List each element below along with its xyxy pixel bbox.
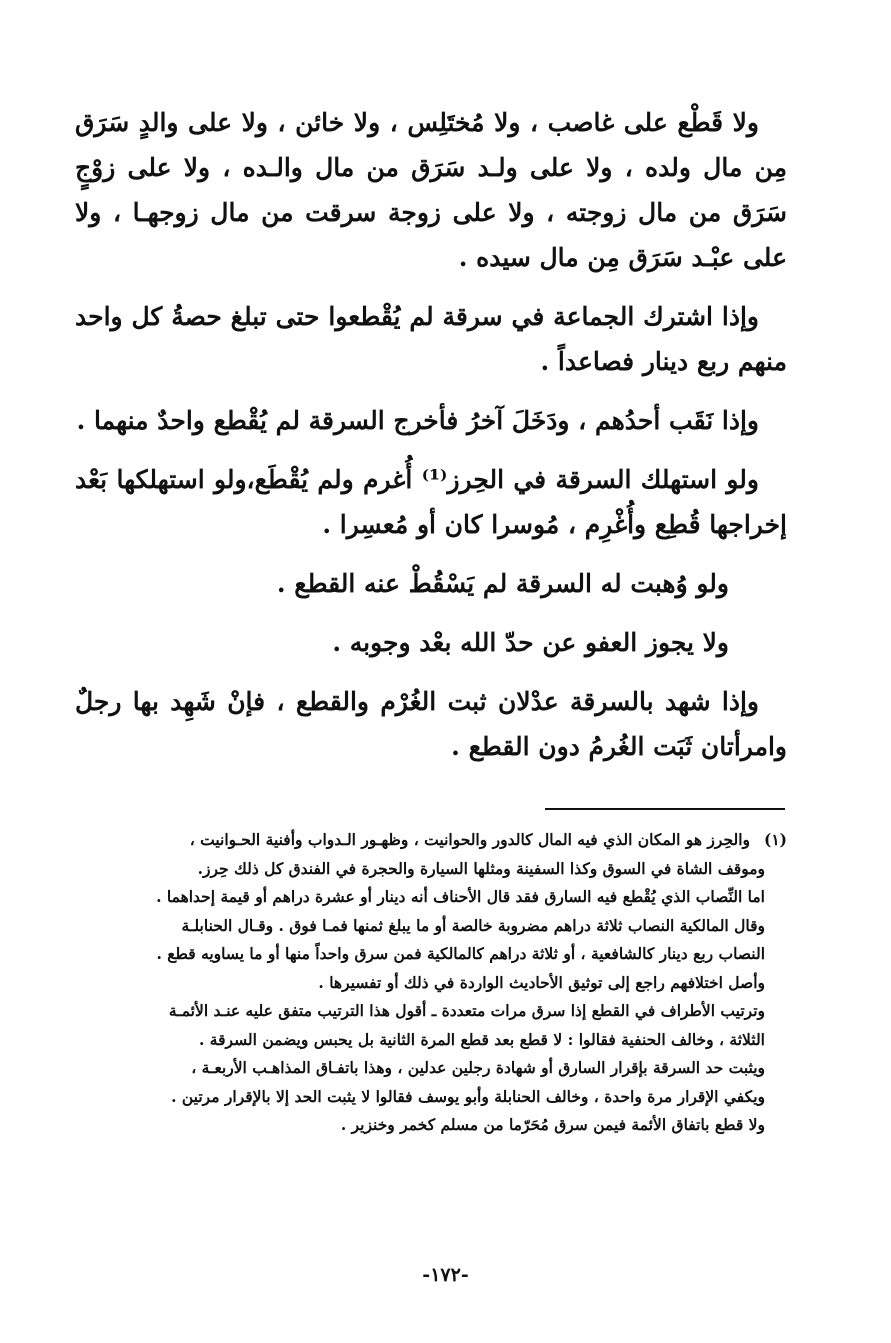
paragraph-consumed-stolen-goods: ولو استهلك السرقة في الحِرز⁽¹⁾ أُغرم ولم يُقْطَع،ولو استهلكها بَعْد إخراجها قُطِع وأُغْرِم ، مُوسرا كان أو مُعسِرا .	[75, 465, 787, 539]
paragraph-testimony: وإذا شهد بالسرقة عدْلان ثبت الغُرْم والقطع ، فإنْ شَهِد بها رجلٌ وامرأتان ثَبَت الغُرمُ دون القطع .	[75, 687, 787, 761]
main-text-body	[75, 100, 787, 783]
footnote-line: وموقف الشاة في السوق وكذا السفينة ومثلها السيارة والحجرة في الفندق كل ذلك حِرز.	[197, 858, 765, 878]
page-number: -١٧٢-	[422, 1264, 469, 1286]
footnote-line: ويكفي الإقرار مرة واحدة ، وخالف الحنابلة وأبو يوسف فقالوا لا يثبت الحد إلا بالإقرار مرتين .	[171, 1086, 765, 1106]
paragraph-gifted-stolen-goods: ولو وُهبت له السرقة لم يَسْقُطْ عنه القطع .	[276, 569, 729, 598]
paragraph-group-theft: وإذا اشترك الجماعة في سرقة لم يُقْطعوا حتى تبلغ حصةُ كل واحد منهم ربع دينار فصاعداً .	[75, 302, 787, 376]
footnote-line: ويثبت حد السرقة بإقرار السارق أو شهادة رجلين عدلين ، وهذا باتفـاق المذاهـب الأربعـة ،	[191, 1058, 765, 1077]
footnote-line	[75, 826, 787, 855]
paragraph-no-pardon: ولا يجوز العفو عن حدّ الله بعْد وجوبه .	[332, 628, 729, 657]
footnote-line: وترتيب الأطراف في القطع إذا سرق مرات متعددة ـ أقول هذا الترتيب متفق عليه عنـد الأئمـة	[168, 1001, 765, 1020]
paragraph-breaking-in: وإذا نَقَب أحدُهم ، ودَخَلَ آخرُ فأخرج السرقة لم يُقْطع واحدٌ منهما .	[76, 406, 759, 435]
footnote-line: ولا قطع باتفاق الأئمة فيمن سرق مُحَرّما من مسلم كخمر وخنزير .	[340, 1115, 765, 1134]
footnote-line-text: والحِرز هو المكان الذي فيه المال كالدور والحوانيت ، وظهـور الـدواب وأفنية الحـوانيت ،	[189, 830, 750, 849]
footnote-line: وقال المالكية النصاب ثلاثة دراهم مضروبة خالصة أو ما يبلغ ثمنها فمـا فوق . وقـال الحنابلـة	[181, 915, 765, 935]
footnote-line: اما النِّصاب الذي يُقْطع فيه السارق فقد قال الأحناف أنه دينار أو عشرة دراهم أو قيمة إحداهما .	[156, 887, 765, 906]
footnote-divider	[545, 808, 785, 810]
footnote-line: وأصل اختلافهم راجع إلى توثيق الأحاديث الواردة في ذلك أو تفسيرها .	[318, 972, 765, 992]
footnote-marker: (١)	[763, 830, 787, 849]
footnotes-section	[75, 826, 787, 1140]
footnote-line: النصاب ربع دينار كالشافعية ، أو ثلاثة دراهم كالمالكية فمن سرق واحداً منها أو ما يساويه قطع .	[156, 944, 765, 963]
paragraph-no-cutting-cases: ولا قَطْع على غاصب ، ولا مُختَلِس ، ولا خائن ، ولا على والدٍ سَرَق مِن مال ولده ، ولا على ولـد سَرَق من مال والـده ، ولا على زوْجٍ سَرَق من مال زوجته ، ولا على زوجة سرقت من مال زوجهـا ، ولا على عبْـد سَرَق مِن مال سيده .	[75, 108, 787, 272]
footnote-line: الثلاثة ، وخالف الحنفية فقالوا : لا قطع بعد قطع المرة الثانية بل يحبس ويضمن السرقة .	[199, 1029, 765, 1049]
